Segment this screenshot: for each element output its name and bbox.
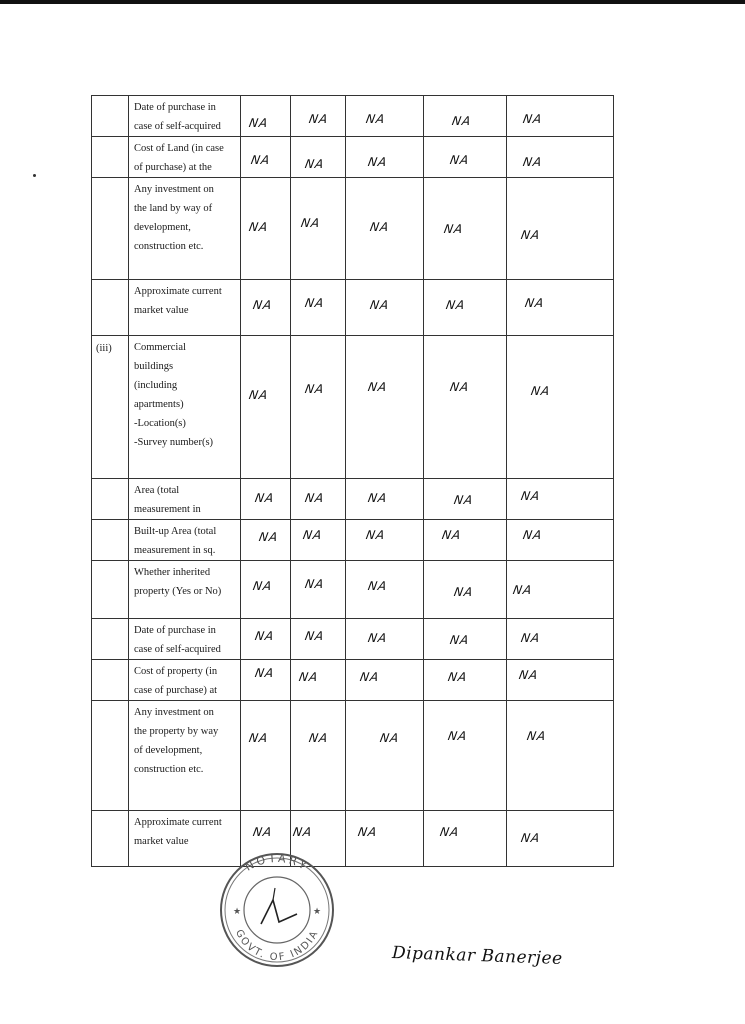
value-cell <box>241 660 291 701</box>
handwritten-value: NA <box>366 380 389 394</box>
value-cell <box>424 520 507 561</box>
table-row <box>92 561 614 619</box>
handwritten-value: NA <box>446 670 469 684</box>
stamp-top-text: NOTARY <box>242 851 312 874</box>
handwritten-value: NA <box>438 825 461 839</box>
value-cell <box>507 561 614 619</box>
field-label: Approximate current market value <box>134 286 222 316</box>
value-cell <box>291 561 346 619</box>
handwritten-value: NA <box>364 528 387 542</box>
item-number-cell <box>92 336 129 479</box>
value-cell <box>424 660 507 701</box>
value-cell <box>291 137 346 178</box>
value-cell <box>346 619 424 660</box>
handwritten-value: NA <box>521 155 544 169</box>
handwritten-value: NA <box>529 384 552 398</box>
field-label: Whether inherited property (Yes or No) <box>134 567 222 597</box>
handwritten-value: NA <box>303 577 326 591</box>
field-label: Date of purchase in case of self-acquired <box>134 625 221 655</box>
handwritten-value: NA <box>253 629 276 643</box>
handwritten-value: NA <box>366 579 389 593</box>
table-row <box>92 96 614 137</box>
value-cell <box>346 96 424 137</box>
item-number <box>92 96 128 99</box>
scan-speck <box>33 174 36 177</box>
table-row <box>92 811 614 867</box>
handwritten-value: NA <box>301 528 324 542</box>
value-cell <box>424 561 507 619</box>
value-cell <box>291 96 346 137</box>
handwritten-value: NA <box>253 666 276 680</box>
handwritten-value: NA <box>523 296 546 310</box>
item-number-cell <box>92 701 129 811</box>
value-cell <box>346 280 424 336</box>
value-cell <box>241 280 291 336</box>
field-label: Cost of Land (in case of purchase) at the <box>134 143 224 173</box>
value-cell <box>241 479 291 520</box>
table-row <box>92 479 614 520</box>
handwritten-value: NA <box>303 491 326 505</box>
value-cell <box>346 660 424 701</box>
field-label: Any investment on the property by way of development, construction etc. <box>134 707 219 775</box>
handwritten-value: NA <box>521 528 544 542</box>
table-row <box>92 137 614 178</box>
handwritten-value: NA <box>253 491 276 505</box>
value-cell <box>241 701 291 811</box>
handwritten-value: NA <box>525 729 548 743</box>
value-cell <box>507 178 614 280</box>
value-cell <box>424 96 507 137</box>
field-label-cell <box>129 520 241 561</box>
handwritten-value: NA <box>303 296 326 310</box>
value-cell <box>424 137 507 178</box>
item-number-cell <box>92 280 129 336</box>
handwritten-value: NA <box>366 155 389 169</box>
value-cell <box>507 520 614 561</box>
value-cell <box>291 336 346 479</box>
field-label-cell <box>129 178 241 280</box>
handwritten-value: NA <box>299 216 322 230</box>
value-cell <box>507 280 614 336</box>
handwritten-value: NA <box>517 668 540 682</box>
handwritten-value: NA <box>440 528 463 542</box>
value-cell <box>507 137 614 178</box>
handwritten-value: NA <box>452 585 475 599</box>
value-cell <box>291 619 346 660</box>
handwritten-value: NA <box>446 729 469 743</box>
value-cell <box>507 96 614 137</box>
handwritten-value: NA <box>378 731 401 745</box>
handwritten-value: NA <box>291 825 314 839</box>
handwritten-value: NA <box>251 825 274 839</box>
field-label: Cost of property (in case of purchase) at <box>134 666 218 696</box>
stamp-bottom-text: GOVT. OF INDIA <box>232 927 322 964</box>
handwritten-value: NA <box>368 298 391 312</box>
handwritten-value: NA <box>444 298 467 312</box>
svg-text:NOTARY <box>243 852 311 874</box>
item-number: (iii) <box>96 343 112 354</box>
handwritten-value: NA <box>307 112 330 126</box>
svg-text:★: ★ <box>313 906 322 916</box>
table-row <box>92 619 614 660</box>
value-cell <box>291 178 346 280</box>
handwritten-value: NA <box>448 153 471 167</box>
value-cell <box>507 619 614 660</box>
item-number-cell <box>92 660 129 701</box>
svg-text:★: ★ <box>233 906 242 916</box>
notary-seal-icon <box>213 850 341 968</box>
value-cell <box>507 479 614 520</box>
value-cell <box>241 561 291 619</box>
value-cell <box>291 660 346 701</box>
field-label-cell <box>129 660 241 701</box>
handwritten-value: NA <box>511 583 534 597</box>
item-number-cell <box>92 137 129 178</box>
value-cell <box>424 479 507 520</box>
handwritten-value: NA <box>519 489 542 503</box>
handwritten-value: NA <box>368 220 391 234</box>
value-cell <box>507 660 614 701</box>
field-label: Any investment on the land by way of development, construction etc. <box>134 184 214 252</box>
field-label: Area (total measurement in <box>134 485 201 515</box>
item-number-cell <box>92 178 129 280</box>
handwritten-value: NA <box>303 382 326 396</box>
value-cell <box>241 178 291 280</box>
handwritten-value: NA <box>448 633 471 647</box>
value-cell <box>291 520 346 561</box>
field-label-cell <box>129 619 241 660</box>
value-cell <box>291 280 346 336</box>
handwritten-value: NA <box>247 388 270 402</box>
value-cell <box>241 520 291 561</box>
field-label: Date of purchase in case of self-acquired <box>134 102 221 132</box>
item-number-cell <box>92 561 129 619</box>
value-cell <box>346 336 424 479</box>
value-cell <box>507 701 614 811</box>
handwritten-value: NA <box>450 114 473 128</box>
handwritten-value: NA <box>247 116 270 130</box>
handwritten-value: NA <box>247 220 270 234</box>
handwritten-value: NA <box>307 731 330 745</box>
value-cell <box>424 811 507 867</box>
handwritten-value: NA <box>249 153 272 167</box>
value-cell <box>346 137 424 178</box>
value-cell <box>346 479 424 520</box>
item-number-cell <box>92 479 129 520</box>
item-number-cell <box>92 96 129 137</box>
item-number-cell <box>92 811 129 867</box>
value-cell <box>241 137 291 178</box>
value-cell <box>507 336 614 479</box>
value-cell <box>241 619 291 660</box>
handwritten-value: NA <box>247 731 270 745</box>
table-row <box>92 178 614 280</box>
value-cell <box>241 336 291 479</box>
field-label: Commercial buildings (including apartments) -Location(s) -Survey number(s) <box>134 342 214 448</box>
property-details-table <box>91 95 614 867</box>
field-label-cell <box>129 561 241 619</box>
handwritten-value: NA <box>251 298 274 312</box>
value-cell <box>424 619 507 660</box>
value-cell <box>346 811 424 867</box>
handwritten-value: NA <box>448 380 471 394</box>
table-row <box>92 701 614 811</box>
field-label-cell <box>129 280 241 336</box>
handwritten-value: NA <box>303 629 326 643</box>
signature: Dipankar Banerjee <box>391 943 563 969</box>
value-cell <box>424 280 507 336</box>
notary-stamp <box>213 850 341 968</box>
field-label-cell <box>129 479 241 520</box>
value-cell <box>346 178 424 280</box>
value-cell <box>346 561 424 619</box>
item-number-cell <box>92 520 129 561</box>
handwritten-value: NA <box>366 631 389 645</box>
value-cell <box>424 178 507 280</box>
field-label-cell <box>129 137 241 178</box>
field-label-cell <box>129 336 241 479</box>
handwritten-value: NA <box>519 831 542 845</box>
table-row <box>92 660 614 701</box>
value-cell <box>346 701 424 811</box>
value-cell <box>291 479 346 520</box>
value-cell <box>291 701 346 811</box>
value-cell <box>346 520 424 561</box>
handwritten-value: NA <box>251 579 274 593</box>
field-label-cell <box>129 701 241 811</box>
value-cell <box>424 701 507 811</box>
handwritten-value: NA <box>366 491 389 505</box>
item-number-cell <box>92 619 129 660</box>
table-row <box>92 520 614 561</box>
value-cell <box>424 336 507 479</box>
handwritten-value: NA <box>442 222 465 236</box>
value-cell <box>241 96 291 137</box>
handwritten-value: NA <box>303 157 326 171</box>
handwritten-value: NA <box>356 825 379 839</box>
field-label: Built-up Area (total measurement in sq. <box>134 526 217 556</box>
handwritten-value: NA <box>519 631 542 645</box>
handwritten-value: NA <box>521 112 544 126</box>
field-label-cell <box>129 96 241 137</box>
handwritten-value: NA <box>257 530 280 544</box>
handwritten-value: NA <box>364 112 387 126</box>
value-cell <box>507 811 614 867</box>
table-row <box>92 336 614 479</box>
handwritten-value: NA <box>452 493 475 507</box>
handwritten-value: NA <box>358 670 381 684</box>
handwritten-value: NA <box>297 670 320 684</box>
table-row <box>92 280 614 336</box>
field-label: Approximate current market value <box>134 817 222 847</box>
handwritten-value: NA <box>519 228 542 242</box>
